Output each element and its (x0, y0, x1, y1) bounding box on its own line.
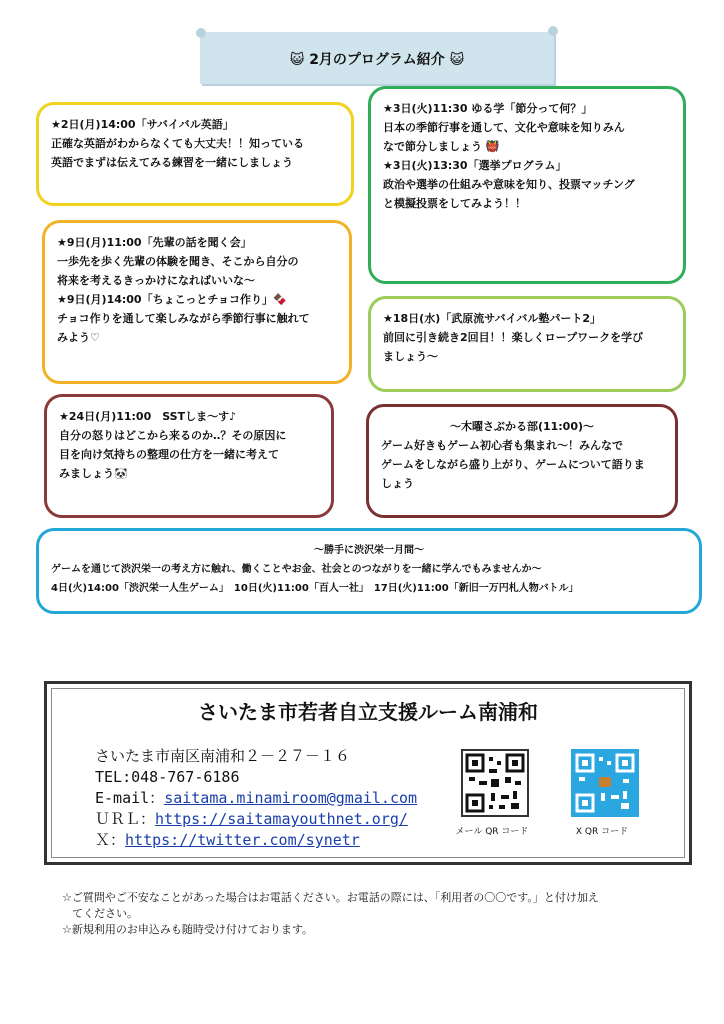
program-text: 正確な英語がわからなくても大丈夫！！知っている (51, 137, 304, 150)
program-box-feb2 (36, 102, 354, 206)
x-qr-code-icon (571, 749, 639, 817)
program-box-shibusawa (36, 528, 702, 614)
banner-curl-left (196, 28, 206, 38)
notes (62, 890, 692, 938)
program-box-feb18 (368, 296, 686, 392)
note-phone-continued: てください。 (72, 907, 138, 920)
contact-info-box (44, 681, 692, 865)
x-label: Ｘ： (95, 831, 126, 849)
note-phone: ☆ご質問やご不安なことがあった場合はお電話ください。お電話の際には、「利用者の〇〇です。」と付け加え (62, 891, 599, 904)
program-text: 将来を考えるきっかけになればいいな～ (57, 274, 255, 287)
program-schedule: 4日(火)14:00「渋沢栄一人生ゲーム」 10日(火)11:00「百人一社」 17日(火)11:00「新旧一万円札人物バトル」 (51, 583, 579, 594)
email-link[interactable]: saitama.minamiroom@gmail.com (164, 789, 418, 807)
organization-name: さいたま市若者自立支援ルーム南浦和 (198, 700, 538, 724)
program-text: 前回に引き続き2回目！！楽しくロープワークを学び (383, 331, 644, 344)
program-heading: ★18日(水)「武原流サバイバル塾パート2」 (383, 312, 601, 325)
page-title: 😺 2月のプログラム紹介 😺 (289, 52, 465, 68)
program-text: しょう (381, 477, 414, 490)
program-heading: ～木曜さぶかる部(11:00)～ (449, 420, 595, 433)
mail-qr-caption: メール QR コード (455, 827, 529, 837)
program-heading: ★3日(火)13:30「選挙プログラム」 (383, 159, 567, 172)
program-box-thursday (366, 404, 678, 518)
program-heading: ★2日(月)14:00「サバイバル英語」 (51, 118, 234, 131)
note-new-registration: ☆新規利用のお申込みも随時受け付けております。 (62, 923, 313, 936)
program-heading: ★9日(月)14:00「ちょこっとチョコ作り」🍫 (57, 293, 287, 306)
program-text: ましょう～ (383, 350, 438, 363)
url-line (95, 809, 417, 830)
title-banner (200, 32, 554, 84)
program-text: なで節分しましょう 👹 (383, 140, 500, 153)
x-line (95, 830, 417, 851)
x-link[interactable]: https://twitter.com/synetr (125, 831, 360, 849)
website-link[interactable]: https://saitamayouthnet.org/ (155, 810, 408, 828)
telephone: TEL:048-767-6186 (95, 768, 240, 786)
program-text: 日本の季節行事を通して、文化や意味を知りみん (383, 121, 625, 134)
address: さいたま市南区南浦和２－２７－１６ (95, 747, 351, 765)
program-text: 政治や選挙の仕組みや意味を知り、投票マッチング (383, 178, 635, 191)
program-text: 自分の怒りはどこから来るのか‥？その原因に (59, 429, 287, 442)
program-box-feb24 (44, 394, 334, 518)
mail-qr-code-icon (461, 749, 529, 817)
program-box-feb3 (368, 86, 686, 284)
program-text: みましょう🐼 (59, 467, 128, 480)
url-label: ＵＲＬ： (95, 810, 156, 828)
program-text: 一歩先を歩く先輩の体験を聞き、そこから自分の (57, 255, 299, 268)
program-text: 目を向け気持ちの整理の仕方を一緒に考えて (59, 448, 279, 461)
program-heading: ★24日(月)11:00 SSTしま～す♪ (59, 410, 237, 423)
program-heading: ★9日(月)11:00「先輩の話を聞く会」 (57, 236, 252, 249)
program-text: ゲームをしながら盛り上がり、ゲームについて語りま (381, 458, 645, 471)
program-text: 英語でまずは伝えてみる練習を一緒にしましょう (51, 156, 293, 169)
program-box-feb9 (42, 220, 352, 384)
email-line (95, 788, 417, 809)
program-text: チョコ作りを通して楽しみながら季節行事に触れて (57, 312, 310, 325)
program-text: と模擬投票をしてみよう！！ (383, 197, 526, 210)
banner-curl-right (548, 26, 558, 36)
program-text: ゲームを通じて渋沢栄一の考え方に触れ、働くことやお金、社会とのつながりを一緒に学んでもみませんか～ (51, 564, 542, 575)
x-qr-caption: X QR コード (575, 827, 629, 837)
contact-lines (95, 746, 417, 851)
program-heading: ～勝手に渋沢栄一月間～ (314, 545, 424, 556)
email-label: E-mail： (95, 789, 165, 807)
program-text: ゲーム好きもゲーム初心者も集まれ～！みんなで (381, 439, 623, 452)
program-text: みよう♡ (57, 331, 100, 344)
program-heading: ★3日(火)11:30 ゆる学「節分って何？」 (383, 102, 593, 115)
